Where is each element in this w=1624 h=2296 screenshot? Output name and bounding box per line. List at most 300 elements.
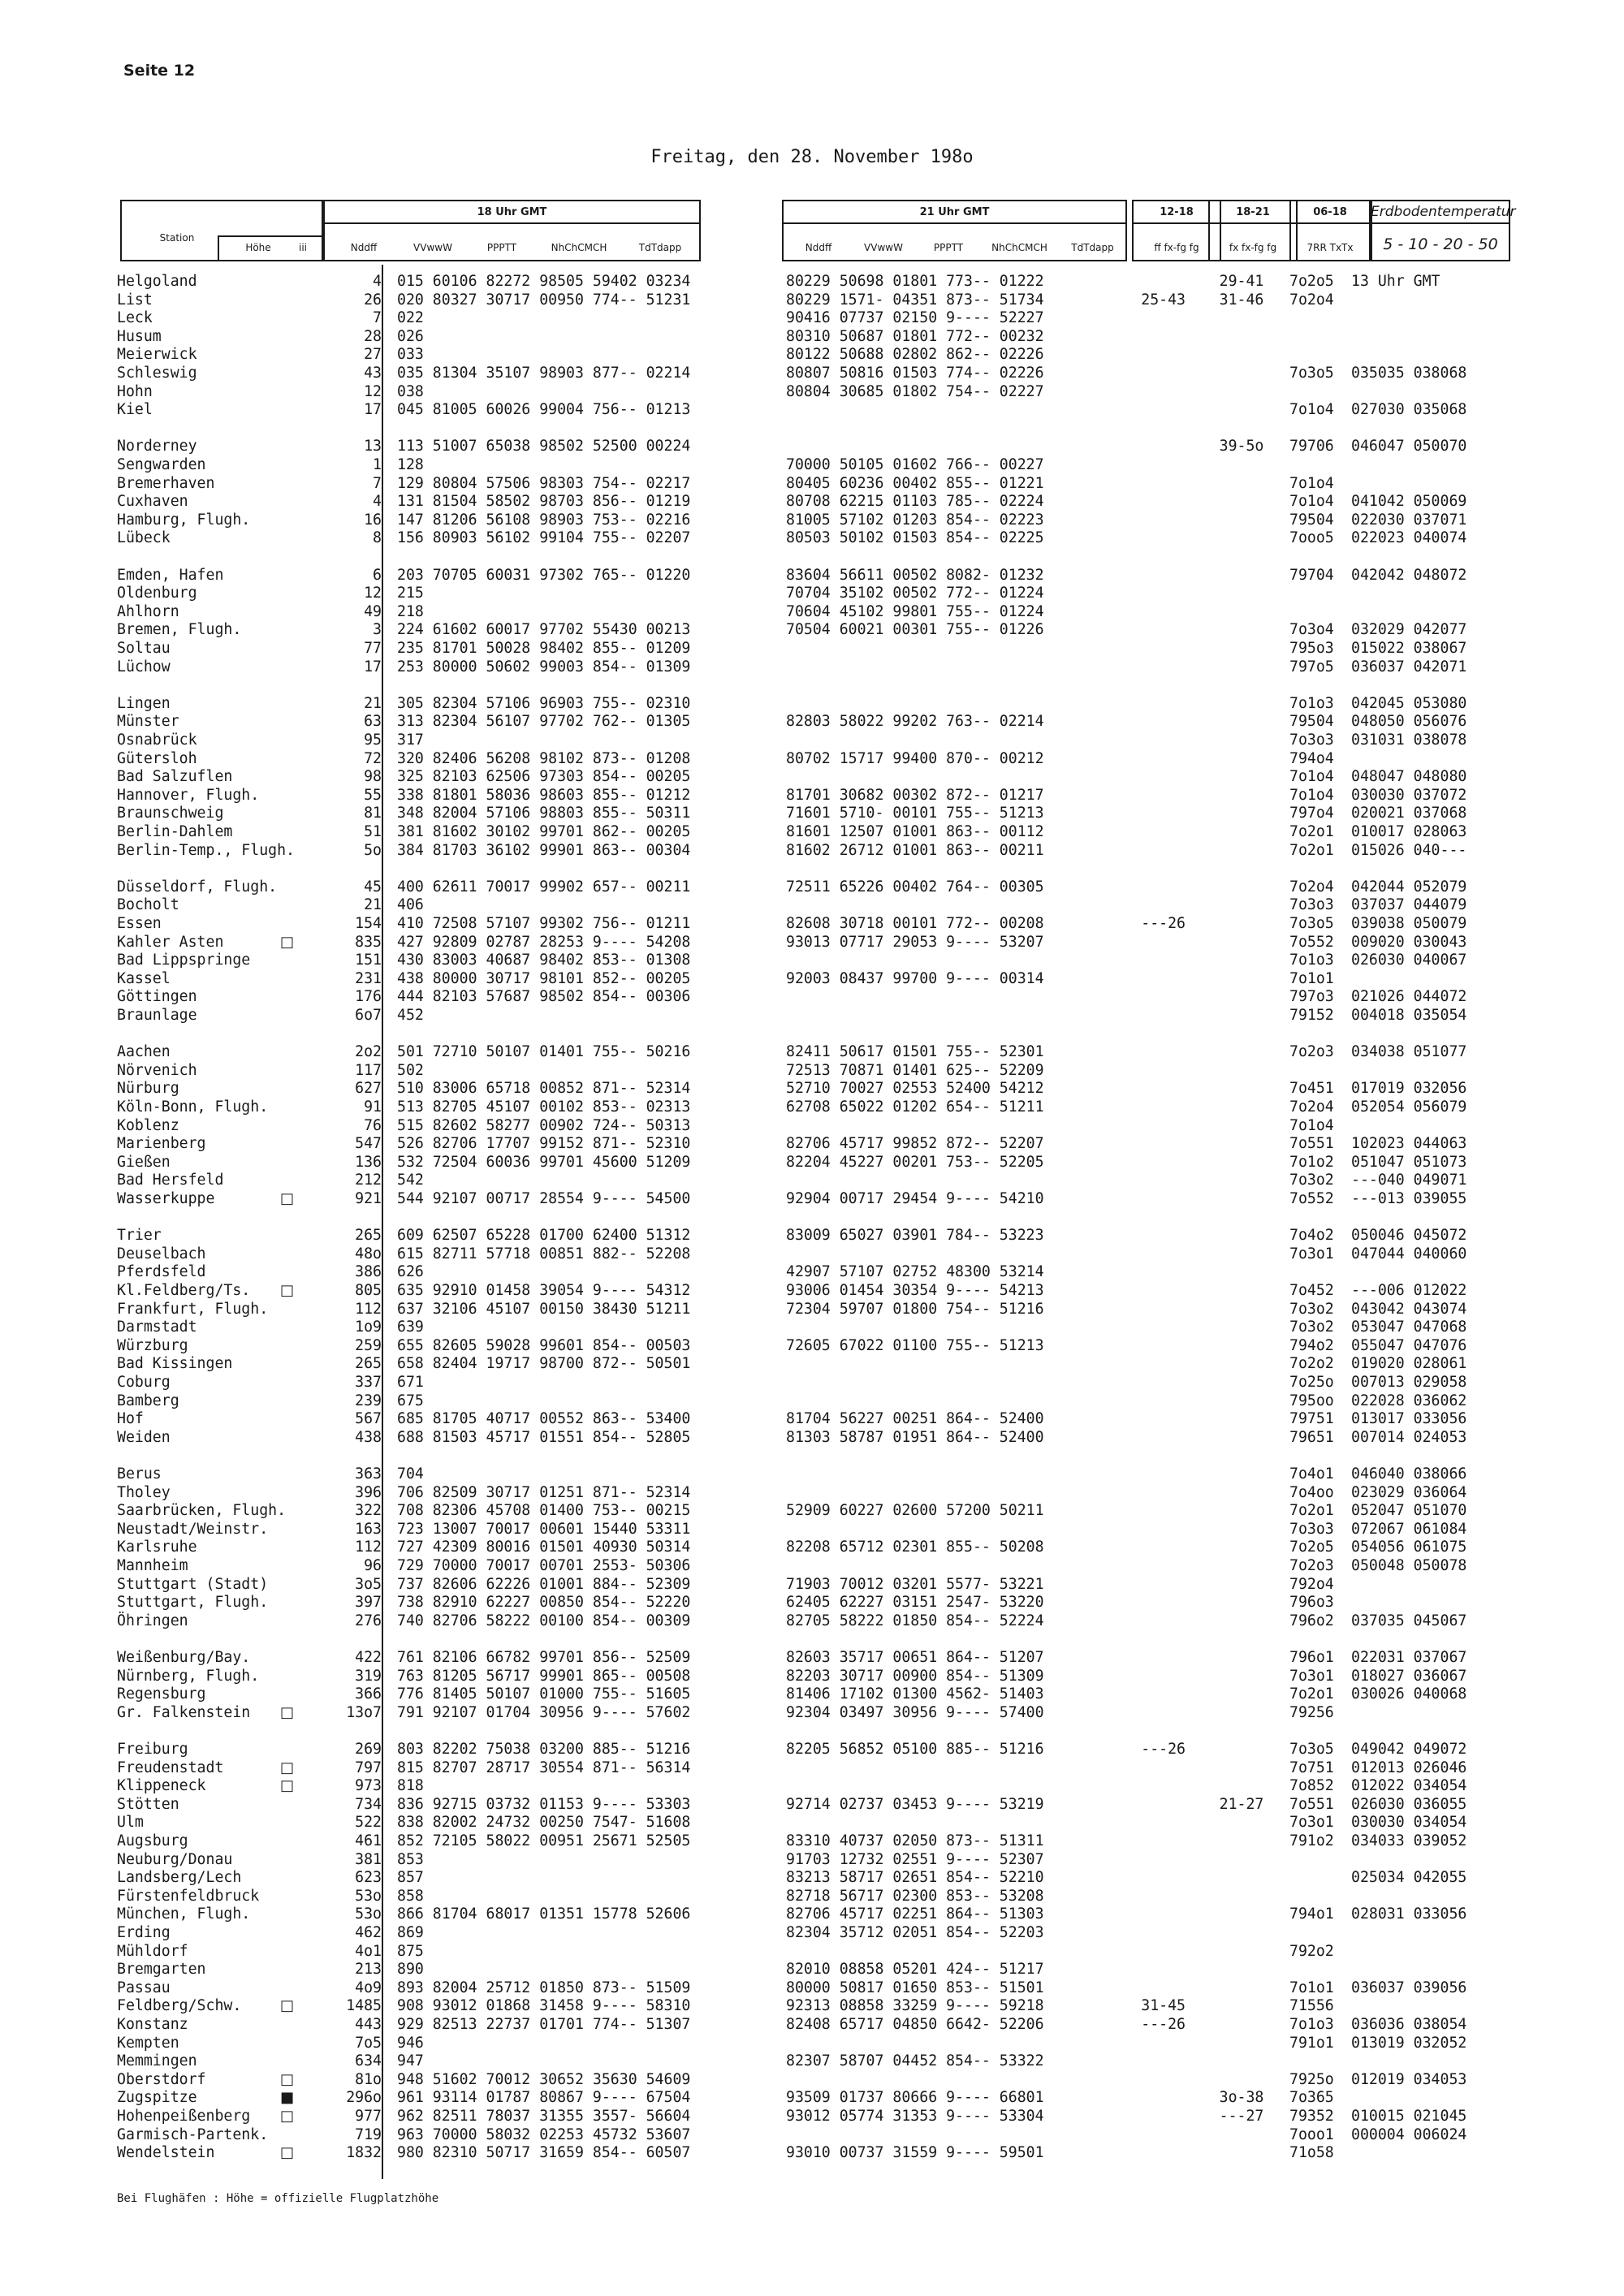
table-row xyxy=(0,1410,1624,1429)
station-height: 45 xyxy=(364,878,382,896)
obs-21-gmt: 81704 56227 00251 864-- 52400 xyxy=(786,1410,1044,1428)
soil-temperature: 039038 050079 xyxy=(1351,915,1467,932)
soil-temperature: 030030 037072 xyxy=(1351,786,1467,804)
obs-18-gmt: 836 92715 03732 01153 9---- 53303 xyxy=(397,1795,691,1813)
precip-06-18: 7o3o3 xyxy=(1289,1520,1334,1538)
obs-18-gmt: 708 82306 45708 01400 753-- 00215 xyxy=(397,1502,691,1520)
precip-06-18: 7o452 xyxy=(1289,1282,1334,1299)
obs-21-gmt: 81303 58787 01951 864-- 52400 xyxy=(786,1428,1044,1446)
soil-temperature: 027030 035068 xyxy=(1351,401,1467,419)
soil-temperature: ---013 039055 xyxy=(1351,1190,1467,1207)
gust-18-21: 39-5o xyxy=(1219,438,1264,455)
station-height: 973 xyxy=(355,1777,382,1795)
obs-18-gmt: 015 60106 82272 98505 59402 03234 xyxy=(397,273,691,290)
soil-temperature: 012019 034053 xyxy=(1351,2070,1467,2088)
station-height: 53o xyxy=(355,1887,382,1905)
station-height: 805 xyxy=(355,1282,382,1299)
station-height: 337 xyxy=(355,1374,382,1391)
station-height: 136 xyxy=(355,1153,382,1171)
header-21-uhr: 21 Uhr GMT xyxy=(919,206,990,218)
station-name: Berlin-Temp., Flugh. xyxy=(117,841,295,859)
precip-06-18: 797o3 xyxy=(1289,988,1334,1006)
soil-temperature: 036037 042071 xyxy=(1351,658,1467,675)
station-marker: □ xyxy=(280,1997,295,2015)
table-row xyxy=(0,1301,1624,1319)
obs-21-gmt: 82705 58222 01850 854-- 52224 xyxy=(786,1612,1044,1629)
obs-18-gmt: 320 82406 56208 98102 873-- 01208 xyxy=(397,749,691,767)
precip-06-18: 7o552 xyxy=(1289,933,1334,951)
soil-temperature: 049042 049072 xyxy=(1351,1741,1467,1758)
station-height: 276 xyxy=(355,1612,382,1629)
station-name: Bad Lippspringe xyxy=(117,952,251,969)
precip-06-18: 7o3o2 xyxy=(1289,1318,1334,1336)
precip-06-18: 7o3o5 xyxy=(1289,915,1334,932)
station-height: 627 xyxy=(355,1080,382,1098)
obs-18-gmt: 033 xyxy=(397,346,424,364)
station-name: Weiden xyxy=(117,1428,171,1446)
obs-21-gmt: 92714 02737 03453 9---- 53219 xyxy=(786,1795,1044,1813)
station-height: 26 xyxy=(364,291,382,309)
table-row xyxy=(0,456,1624,475)
obs-21-gmt: 80229 50698 01801 773-- 01222 xyxy=(786,273,1044,290)
precip-06-18: 796o1 xyxy=(1289,1649,1334,1666)
table-row xyxy=(0,383,1624,402)
table-row xyxy=(0,548,1624,567)
obs-21-gmt: 82608 30718 00101 772-- 00208 xyxy=(786,915,1044,932)
table-row xyxy=(0,1007,1624,1025)
soil-temperature: 017019 032056 xyxy=(1351,1080,1467,1098)
obs-21-gmt: 71601 5710- 00101 755-- 51213 xyxy=(786,805,1044,822)
page-number: Seite 12 xyxy=(123,62,196,80)
obs-21-gmt: 82718 56717 02300 853-- 53208 xyxy=(786,1887,1044,1905)
soil-temperature: 102023 044063 xyxy=(1351,1135,1467,1153)
header-rule xyxy=(1289,222,1371,224)
station-marker: □ xyxy=(280,1703,295,1721)
station-name: Coburg xyxy=(117,1374,171,1391)
soil-temperature: 037035 045067 xyxy=(1351,1612,1467,1629)
soil-temperature: 034038 051077 xyxy=(1351,1043,1467,1061)
precip-06-18: 7o852 xyxy=(1289,1777,1334,1795)
station-name: Bremerhaven xyxy=(117,474,215,492)
obs-18-gmt: 218 xyxy=(397,602,424,620)
obs-21-gmt: 81005 57102 01203 854-- 02223 xyxy=(786,511,1044,529)
obs-18-gmt: 502 xyxy=(397,1061,424,1079)
obs-18-gmt: 893 82004 25712 01850 873-- 51509 xyxy=(397,1979,691,1996)
table-row xyxy=(0,1888,1624,1906)
obs-18-gmt: 857 xyxy=(397,1869,424,1887)
station-name: Hohn xyxy=(117,382,153,400)
obs-21-gmt: 52909 60227 02600 57200 50211 xyxy=(786,1502,1044,1520)
station-name: Zugspitze xyxy=(117,2089,197,2107)
soil-temperature: 012022 034054 xyxy=(1351,1777,1467,1795)
precip-06-18: 79504 xyxy=(1289,713,1334,731)
obs-18-gmt: 962 82511 78037 31355 3557- 56604 xyxy=(397,2108,691,2125)
obs-21-gmt: 82205 56852 05100 885-- 51216 xyxy=(786,1741,1044,1758)
obs-18-gmt: 866 81704 68017 01351 15778 52606 xyxy=(397,1905,691,1923)
soil-temperature: 015022 038067 xyxy=(1351,640,1467,657)
precip-06-18: 7o25o xyxy=(1289,1374,1334,1391)
obs-21-gmt: 80310 50687 01801 772-- 00232 xyxy=(786,327,1044,345)
obs-18-gmt: 948 51602 70012 30652 35630 54609 xyxy=(397,2070,691,2088)
station-height: 17 xyxy=(364,658,382,675)
obs-18-gmt: 129 80804 57506 98303 754-- 02217 xyxy=(397,474,691,492)
station-name: Münster xyxy=(117,713,179,731)
obs-18-gmt: 729 70000 70017 00701 2553- 50306 xyxy=(397,1557,691,1574)
obs-18-gmt: 348 82004 57106 98803 855-- 50311 xyxy=(397,805,691,822)
station-name: Trier xyxy=(117,1227,162,1245)
obs-21-gmt: 72304 59707 01800 754-- 51216 xyxy=(786,1300,1044,1318)
soil-temperature: 050046 045072 xyxy=(1351,1227,1467,1245)
obs-21-gmt: 62405 62227 03151 2547- 53220 xyxy=(786,1594,1044,1612)
table-row xyxy=(0,750,1624,769)
precip-06-18: 7o2o1 xyxy=(1289,841,1334,859)
precip-06-18: 7o451 xyxy=(1289,1080,1334,1098)
soil-temperature: 054056 061075 xyxy=(1351,1539,1467,1556)
table-row xyxy=(0,567,1624,585)
station-name: Deuselbach xyxy=(117,1245,206,1262)
table-row xyxy=(0,805,1624,823)
precip-06-18: 7o3o3 xyxy=(1289,896,1334,914)
station-height: 17 xyxy=(364,401,382,419)
station-marker: □ xyxy=(280,1282,295,1299)
header-18-col2: VVwwW xyxy=(413,242,452,253)
table-row xyxy=(0,1796,1624,1815)
obs-18-gmt: 430 83003 40687 98402 853-- 01308 xyxy=(397,952,691,969)
precip-06-18: 7o4oo xyxy=(1289,1483,1334,1501)
gust-12-18: ---26 xyxy=(1141,2016,1186,2033)
obs-21-gmt: 80229 1571- 04351 873-- 51734 xyxy=(786,291,1044,309)
station-marker: □ xyxy=(280,933,295,951)
precip-06-18: 7o2o4 xyxy=(1289,1098,1334,1116)
station-name: Öhringen xyxy=(117,1612,188,1629)
station-name: Leck xyxy=(117,309,153,327)
precip-06-18: 7o1o2 xyxy=(1289,1153,1334,1171)
obs-21-gmt: 92304 03497 30956 9---- 57400 xyxy=(786,1703,1044,1721)
station-name: Marienberg xyxy=(117,1135,206,1153)
station-height: 151 xyxy=(355,952,382,969)
station-height: 13 xyxy=(364,438,382,455)
obs-21-gmt: 83009 65027 03901 784-- 53223 xyxy=(786,1227,1044,1245)
station-name: Bocholt xyxy=(117,896,179,914)
station-name: Kassel xyxy=(117,969,171,987)
header-period-06-18: 06-18 xyxy=(1313,206,1347,218)
station-name: Bremgarten xyxy=(117,1961,206,1979)
station-name: Stuttgart, Flugh. xyxy=(117,1594,269,1612)
soil-temperature: 042045 053080 xyxy=(1351,694,1467,712)
table-row xyxy=(0,420,1624,438)
soil-temperature: 053047 047068 xyxy=(1351,1318,1467,1336)
table-row xyxy=(0,842,1624,861)
station-height: 443 xyxy=(355,2016,382,2033)
obs-18-gmt: 763 81205 56717 99901 865-- 00508 xyxy=(397,1667,691,1685)
station-height: 72 xyxy=(364,749,382,767)
station-name: Nürburg xyxy=(117,1080,179,1098)
header-rule xyxy=(323,222,701,224)
station-name: Koblenz xyxy=(117,1116,179,1134)
obs-21-gmt: 82706 45717 99852 872-- 52207 xyxy=(786,1135,1044,1153)
header-rule xyxy=(1208,222,1298,224)
station-name: Soltau xyxy=(117,640,171,657)
obs-18-gmt: 203 70705 60031 97302 765-- 01220 xyxy=(397,566,691,584)
table-row xyxy=(0,1447,1624,1465)
station-height: 422 xyxy=(355,1649,382,1666)
station-name: Aachen xyxy=(117,1043,171,1061)
station-marker: □ xyxy=(280,2144,295,2162)
obs-18-gmt: 961 93114 01787 80867 9---- 67504 xyxy=(397,2089,691,2107)
obs-18-gmt: 128 xyxy=(397,456,424,473)
obs-18-gmt: 740 82706 58222 00100 854-- 00309 xyxy=(397,1612,691,1629)
obs-21-gmt: 92904 00717 29454 9---- 54210 xyxy=(786,1190,1044,1207)
station-name: Freudenstadt xyxy=(117,1759,224,1776)
precip-06-18: 7o3o2 xyxy=(1289,1300,1334,1318)
station-height: 438 xyxy=(355,1428,382,1446)
obs-18-gmt: 147 81206 56108 98903 753-- 02216 xyxy=(397,511,691,529)
obs-18-gmt: 688 81503 45717 01551 854-- 52805 xyxy=(397,1428,691,1446)
soil-temperature: 025034 042055 xyxy=(1351,1869,1467,1887)
station-height: 81o xyxy=(355,2070,382,2088)
header-21-col3: PPPTT xyxy=(933,242,964,253)
station-height: 5o xyxy=(364,841,382,859)
station-name: Würzburg xyxy=(117,1336,188,1354)
precip-06-18: 796o2 xyxy=(1289,1612,1334,1629)
obs-21-gmt: 90416 07737 02150 9---- 52227 xyxy=(786,309,1044,327)
table-row xyxy=(0,1043,1624,1062)
station-name: Feldberg/Schw. xyxy=(117,1997,242,2015)
precip-06-18: 792o4 xyxy=(1289,1575,1334,1593)
obs-18-gmt: 020 80327 30717 00950 774-- 51231 xyxy=(397,291,691,309)
soil-temperature: 050048 050078 xyxy=(1351,1557,1467,1574)
soil-temperature: ---040 049071 xyxy=(1351,1172,1467,1189)
header-18-uhr: 18 Uhr GMT xyxy=(477,206,547,218)
table-row xyxy=(0,768,1624,787)
soil-temperature: 047044 040060 xyxy=(1351,1245,1467,1262)
obs-18-gmt: 675 xyxy=(397,1392,424,1409)
table-row xyxy=(0,401,1624,420)
soil-temperature: 13 Uhr GMT xyxy=(1351,273,1440,290)
obs-21-gmt: 42907 57107 02752 48300 53214 xyxy=(786,1263,1044,1281)
soil-temperature: 048047 048080 xyxy=(1351,768,1467,786)
table-row xyxy=(0,1997,1624,2016)
precip-06-18: 794o4 xyxy=(1289,749,1334,767)
station-height: 76 xyxy=(364,1116,382,1134)
station-height: 322 xyxy=(355,1502,382,1520)
station-name: Erding xyxy=(117,1924,171,1941)
station-marker: □ xyxy=(280,1190,295,1207)
obs-18-gmt: 532 72504 60036 99701 45600 51209 xyxy=(397,1153,691,1171)
soil-temperature: 019020 028061 xyxy=(1351,1355,1467,1373)
station-marker: □ xyxy=(280,2070,295,2088)
station-marker: □ xyxy=(280,1777,295,1795)
table-row xyxy=(0,1704,1624,1723)
station-height: 1o9 xyxy=(355,1318,382,1336)
station-name: Bamberg xyxy=(117,1392,179,1409)
obs-21-gmt: 70704 35102 00502 772-- 01224 xyxy=(786,585,1044,602)
precip-06-18: 7o1o4 xyxy=(1289,493,1334,511)
station-height: 319 xyxy=(355,1667,382,1685)
station-name: Wasserkuppe xyxy=(117,1190,215,1207)
station-name: Helgoland xyxy=(117,273,197,290)
station-height: 461 xyxy=(355,1832,382,1849)
precip-06-18: 7o1o1 xyxy=(1289,969,1334,987)
obs-21-gmt: 81601 12507 01001 863-- 00112 xyxy=(786,823,1044,840)
station-height: 734 xyxy=(355,1795,382,1813)
header-18-col4: NhChCMCH xyxy=(551,242,607,253)
table-row xyxy=(0,2035,1624,2053)
precip-06-18: 7o1o4 xyxy=(1289,401,1334,419)
table-row xyxy=(0,1502,1624,1521)
obs-18-gmt: 946 xyxy=(397,2034,424,2052)
station-name: Lüchow xyxy=(117,658,171,675)
station-name: Freiburg xyxy=(117,1741,188,1758)
station-name: Berus xyxy=(117,1465,162,1482)
obs-18-gmt: 156 80903 56102 99104 755-- 02207 xyxy=(397,529,691,547)
precip-06-18: 7925o xyxy=(1289,2070,1334,2088)
obs-18-gmt: 815 82707 28717 30554 871-- 56314 xyxy=(397,1759,691,1776)
obs-18-gmt: 253 80000 50602 99003 854-- 01309 xyxy=(397,658,691,675)
station-name: Darmstadt xyxy=(117,1318,197,1336)
station-name: Wendelstein xyxy=(117,2144,215,2162)
precip-06-18: 7o3o5 xyxy=(1289,1741,1334,1758)
table-row xyxy=(0,1429,1624,1448)
station-name: Augsburg xyxy=(117,1832,188,1849)
obs-21-gmt: 93509 01737 80666 9---- 66801 xyxy=(786,2089,1044,2107)
station-name: Neuburg/Donau xyxy=(117,1850,233,1868)
table-row xyxy=(0,1154,1624,1172)
station-name: Hohenpeißenberg xyxy=(117,2108,251,2125)
precip-06-18: 7o2o1 xyxy=(1289,1685,1334,1703)
table-row xyxy=(0,1943,1624,1962)
obs-18-gmt: 384 81703 36102 99901 863-- 00304 xyxy=(397,841,691,859)
soil-temperature: 010017 028063 xyxy=(1351,823,1467,840)
obs-18-gmt: 890 xyxy=(397,1961,424,1979)
soil-temperature: 004018 035054 xyxy=(1351,1007,1467,1024)
obs-18-gmt: 305 82304 57106 96903 755-- 02310 xyxy=(397,694,691,712)
obs-18-gmt: 452 xyxy=(397,1007,424,1024)
obs-21-gmt: 52710 70027 02553 52400 54212 xyxy=(786,1080,1044,1098)
station-name: Gütersloh xyxy=(117,749,197,767)
obs-18-gmt: 609 62507 65228 01700 62400 51312 xyxy=(397,1227,691,1245)
station-height: 265 xyxy=(355,1227,382,1245)
station-name: Klippeneck xyxy=(117,1777,206,1795)
table-row xyxy=(0,896,1624,915)
table-row xyxy=(0,438,1624,456)
station-height: 4o1 xyxy=(355,1942,382,1960)
station-height: 296o xyxy=(346,2089,382,2107)
soil-temperature: 026030 036055 xyxy=(1351,1795,1467,1813)
table-row xyxy=(0,1961,1624,1979)
soil-temperature: 015026 040--- xyxy=(1351,841,1467,859)
table-row xyxy=(0,1521,1624,1539)
gust-18-21: 3o-38 xyxy=(1219,2089,1264,2107)
obs-18-gmt: 635 92910 01458 39054 9---- 54312 xyxy=(397,1282,691,1299)
table-row xyxy=(0,1392,1624,1411)
table-row xyxy=(0,1741,1624,1759)
obs-21-gmt: 93013 07717 29053 9---- 53207 xyxy=(786,933,1044,951)
station-marker: □ xyxy=(280,1759,295,1776)
precip-06-18: 7o1o4 xyxy=(1289,1116,1334,1134)
soil-temperature: 022030 037071 xyxy=(1351,511,1467,529)
obs-18-gmt: 438 80000 30717 98101 852-- 00205 xyxy=(397,969,691,987)
table-row xyxy=(0,1374,1624,1392)
station-name: Kahler Asten xyxy=(117,933,224,951)
soil-temperature: 046040 038066 xyxy=(1351,1465,1467,1482)
table-row xyxy=(0,1649,1624,1668)
table-row xyxy=(0,1612,1624,1631)
table-row xyxy=(0,1025,1624,1044)
soil-temperature: 022023 040074 xyxy=(1351,529,1467,547)
table-row xyxy=(0,291,1624,310)
station-height: 634 xyxy=(355,2052,382,2070)
table-row xyxy=(0,988,1624,1007)
table-row xyxy=(0,1905,1624,1924)
obs-18-gmt: 235 81701 50028 98402 855-- 01209 xyxy=(397,640,691,657)
station-height: 53o xyxy=(355,1905,382,1923)
obs-21-gmt: 82010 08858 05201 424-- 51217 xyxy=(786,1961,1044,1979)
precip-06-18: 7o1o4 xyxy=(1289,786,1334,804)
table-row xyxy=(0,511,1624,530)
station-name: Tholey xyxy=(117,1483,171,1501)
station-name: Bad Kissingen xyxy=(117,1355,233,1373)
header-soil-title: Erdbodentemperatur xyxy=(1371,204,1516,220)
gust-18-21: 21-27 xyxy=(1219,1795,1264,1813)
station-name: Konstanz xyxy=(117,2016,188,2033)
obs-18-gmt: 501 72710 50107 01401 755-- 50216 xyxy=(397,1043,691,1061)
table-row xyxy=(0,1190,1624,1209)
precip-06-18: 7o3o1 xyxy=(1289,1245,1334,1262)
table-row xyxy=(0,1557,1624,1576)
table-row xyxy=(0,952,1624,970)
precip-06-18: 7o551 xyxy=(1289,1795,1334,1813)
header-iii: iii xyxy=(298,242,307,253)
station-name: Emden, Hafen xyxy=(117,566,224,584)
obs-18-gmt: 869 xyxy=(397,1924,424,1941)
station-height: 3o5 xyxy=(355,1575,382,1593)
table-row xyxy=(0,1465,1624,1484)
station-height: 396 xyxy=(355,1483,382,1501)
obs-18-gmt: 776 81405 50107 01000 755-- 51605 xyxy=(397,1685,691,1703)
station-name: Garmisch-Partenk. xyxy=(117,2126,269,2143)
table-row xyxy=(0,1630,1624,1649)
station-height: 7 xyxy=(373,474,382,492)
table-row xyxy=(0,915,1624,934)
table-row xyxy=(0,787,1624,805)
obs-18-gmt: 026 xyxy=(397,327,424,345)
station-name: Memmingen xyxy=(117,2052,197,2070)
obs-21-gmt: 93006 01454 30354 9---- 54213 xyxy=(786,1282,1044,1299)
precip-06-18: 7o1o3 xyxy=(1289,2016,1334,2033)
soil-temperature: 032029 042077 xyxy=(1351,621,1467,639)
obs-21-gmt: 82208 65712 02301 855-- 50208 xyxy=(786,1539,1044,1556)
obs-18-gmt: 113 51007 65038 98502 52500 00224 xyxy=(397,438,691,455)
obs-21-gmt: 72605 67022 01100 755-- 51213 xyxy=(786,1336,1044,1354)
soil-temperature: 042042 048072 xyxy=(1351,566,1467,584)
station-name: Kempten xyxy=(117,2034,179,2052)
obs-21-gmt: 80708 62215 01103 785-- 02224 xyxy=(786,493,1044,511)
obs-18-gmt: 515 82602 58277 00902 724-- 50313 xyxy=(397,1116,691,1134)
station-height: 3 xyxy=(373,621,382,639)
station-height: 567 xyxy=(355,1410,382,1428)
station-name: Köln-Bonn, Flugh. xyxy=(117,1098,269,1116)
soil-temperature: 012013 026046 xyxy=(1351,1759,1467,1776)
station-height: 623 xyxy=(355,1869,382,1887)
gust-18-21: 29-41 xyxy=(1219,273,1264,290)
obs-18-gmt: 313 82304 56107 97702 762-- 01305 xyxy=(397,713,691,731)
station-name: Fürstenfeldbruck xyxy=(117,1887,260,1905)
soil-temperature: 022028 036062 xyxy=(1351,1392,1467,1409)
station-height: 4 xyxy=(373,273,382,290)
gust-12-18: ---26 xyxy=(1141,1741,1186,1758)
soil-temperature: 035035 038068 xyxy=(1351,365,1467,382)
